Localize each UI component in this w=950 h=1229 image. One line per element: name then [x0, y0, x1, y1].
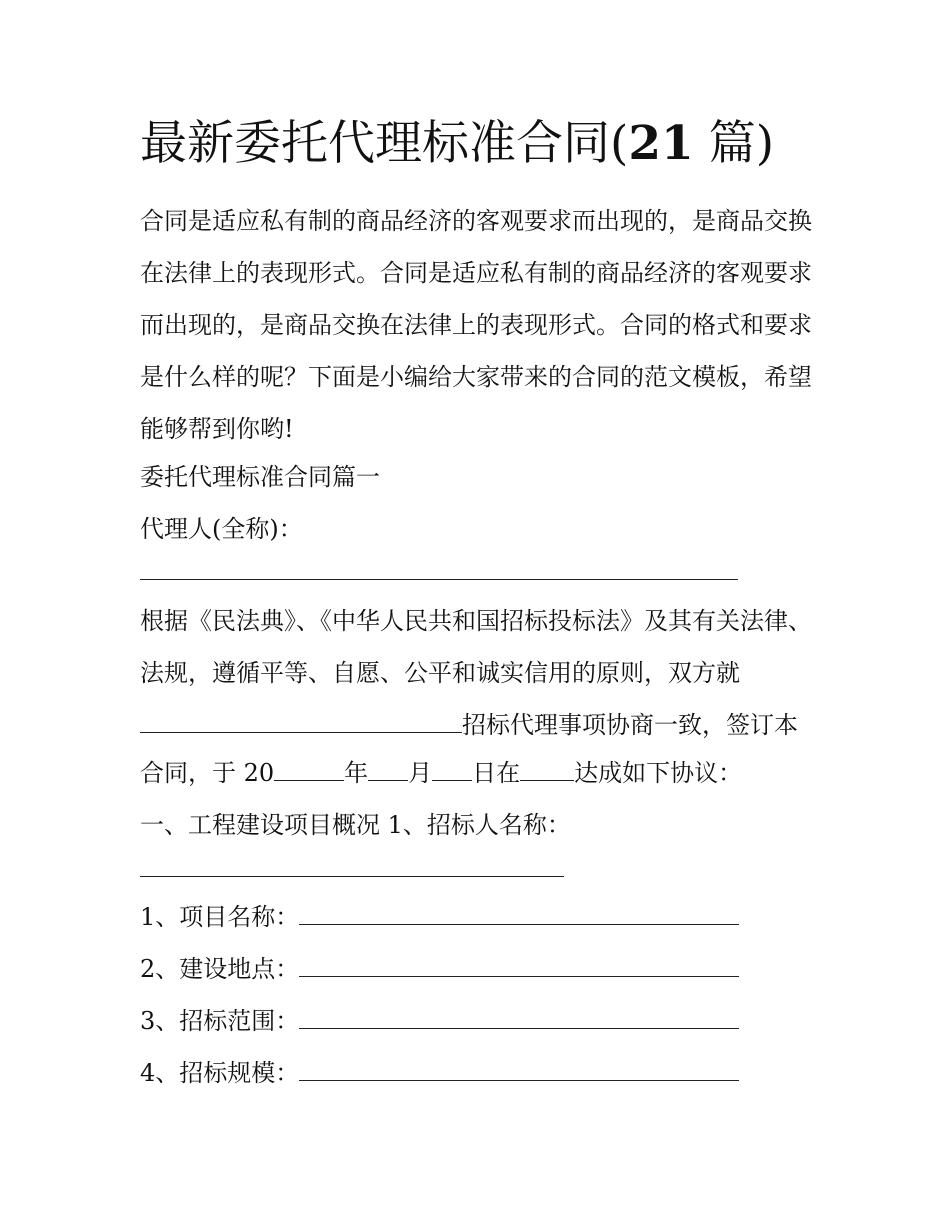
- project-heading: 一、工程建设项目概况 1、招标人名称：: [140, 811, 571, 839]
- day-blank: [432, 758, 472, 781]
- basis-tail: 招标代理事项协商一致，签订本: [462, 711, 798, 739]
- field-label: 1、项目名称：: [140, 903, 300, 931]
- field-label: 2、建设地点：: [140, 955, 300, 983]
- year-label: 年: [344, 759, 369, 787]
- basis-paragraph: [140, 595, 812, 751]
- date-prefix: 合同，于 20: [140, 759, 275, 787]
- field-label: 3、招标范围：: [140, 1007, 300, 1035]
- field-label: 4、招标规模：: [140, 1059, 300, 1087]
- field-blank: [299, 1006, 739, 1029]
- title-prefix: 最新委托代理标准合同(: [140, 116, 629, 171]
- field-project-name: [140, 891, 739, 943]
- field-blank: [299, 1058, 739, 1081]
- place-blank: [520, 758, 574, 781]
- document-title: [140, 112, 774, 176]
- month-blank: [368, 758, 408, 781]
- date-suffix: 达成如下协议：: [574, 759, 743, 787]
- field-scale: [140, 1047, 739, 1099]
- basis-text: 根据《民法典》、《中华人民共和国招标投标法》及其有关法律、法规，遵循平等、自愿、公平和诚实信用的原则，双方就: [140, 607, 812, 687]
- agent-label: 代理人(全称)：: [140, 515, 303, 543]
- date-line: [140, 747, 742, 799]
- field-blank: [299, 954, 739, 977]
- intro-paragraph: 合同是适应私有制的商品经济的客观要求而出现的，是商品交换在法律上的表现形式。合同是适应私有制的商品经济的客观要求而出现的，是商品交换在法律上的表现形式。合同的格式和要求是什么样的呢？下面是小编给大家带来的合同的范文模板，希望能够帮到你哟!: [140, 207, 812, 443]
- field-blank: [299, 902, 739, 925]
- day-label: 日在: [472, 759, 521, 787]
- section-heading: 委托代理标准合同篇一: [140, 463, 380, 491]
- title-suffix: 篇): [693, 116, 775, 171]
- month-label: 月: [408, 759, 433, 787]
- field-scope: [140, 995, 739, 1047]
- tenderer-fill-line: [140, 876, 564, 877]
- field-location: [140, 943, 739, 995]
- basis-blank: [140, 710, 462, 733]
- title-count: 21: [628, 116, 694, 171]
- year-blank: [274, 758, 344, 781]
- agent-fill-line: [140, 579, 738, 580]
